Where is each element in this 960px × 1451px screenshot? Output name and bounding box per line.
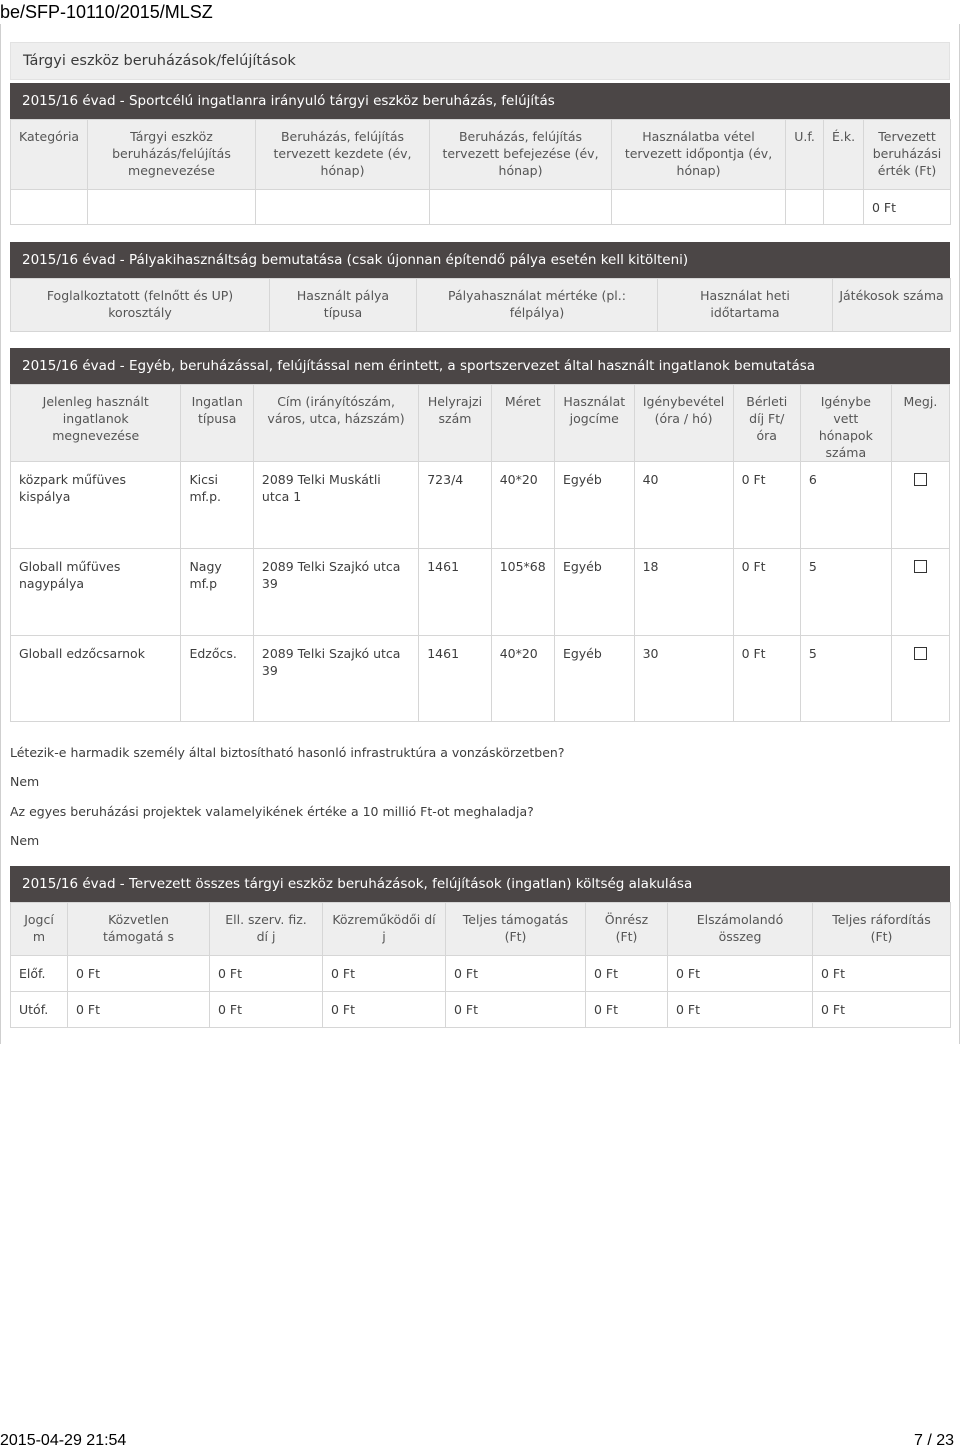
- table-row: [11, 956, 951, 992]
- property-size: 40*20: [491, 636, 554, 722]
- cost-cell: 0 Ft: [68, 992, 210, 1028]
- property-size: 105*68: [491, 549, 554, 636]
- footer-timestamp: 2015-04-29 21:54: [0, 1432, 127, 1449]
- col-header: Bérleti díj Ft/óra: [733, 385, 800, 462]
- property-months: 5: [800, 549, 891, 636]
- col-header: Önrész (Ft): [586, 903, 668, 956]
- cost-cell: 0 Ft: [586, 992, 668, 1028]
- property-name: Globall műfüves nagypálya: [11, 549, 181, 636]
- note-checkbox[interactable]: [914, 473, 927, 486]
- property-table: [10, 384, 950, 722]
- col-header: Tárgyi eszköz beruházás/felújítás megnevezése: [88, 120, 256, 190]
- investment-table: [10, 119, 951, 225]
- note-checkbox[interactable]: [914, 647, 927, 660]
- property-jogcim: Egyéb: [554, 549, 634, 636]
- col-header: Megj.: [891, 385, 949, 462]
- col-header: Használat jogcíme: [554, 385, 634, 462]
- answer-third-party: Nem: [10, 774, 40, 789]
- cost-cell: 0 Ft: [668, 992, 813, 1028]
- col-header: Ingatlan típusa: [181, 385, 253, 462]
- property-months: 6: [800, 462, 891, 549]
- cost-header-row: [11, 903, 951, 956]
- cost-cell: Utóf.: [11, 992, 68, 1028]
- property-months: 5: [800, 636, 891, 722]
- col-header: Beruházás, felújítás tervezett kezdete (év, hónap): [256, 120, 430, 190]
- empty-cell: [88, 190, 256, 225]
- property-fee: 0 Ft: [733, 636, 800, 722]
- col-header: Foglalkoztatott (felnőtt és UP) korosztály: [11, 279, 270, 332]
- footer-page-number: 7 / 23: [913, 1432, 954, 1449]
- empty-cell: [786, 190, 824, 225]
- col-header: Jelenleg használt ingatlanok megnevezése: [11, 385, 181, 462]
- property-jogcim: Egyéb: [554, 636, 634, 722]
- note-cell: [891, 549, 949, 636]
- note-cell: [891, 462, 949, 549]
- property-fee: 0 Ft: [733, 549, 800, 636]
- cost-cell: 0 Ft: [210, 992, 323, 1028]
- property-hrsz: 1461: [419, 549, 491, 636]
- cost-cell: 0 Ft: [813, 956, 951, 992]
- col-header: Használt pálya típusa: [270, 279, 417, 332]
- cost-cell: 0 Ft: [586, 956, 668, 992]
- total-value: 0 Ft: [864, 190, 951, 225]
- question-third-party: Létezik-e harmadik személy által biztosítható hasonló infrastruktúra a vonzáskörzetben?: [10, 745, 565, 760]
- question-10-million: Az egyes beruházási projektek valamelyikének értéke a 10 millió Ft-ot meghaladja?: [10, 804, 534, 819]
- cost-cell: 0 Ft: [446, 992, 586, 1028]
- property-jogcim: Egyéb: [554, 462, 634, 549]
- empty-cell: [430, 190, 612, 225]
- property-header-row: [11, 385, 950, 462]
- property-hours: 40: [634, 462, 733, 549]
- empty-cell: [256, 190, 430, 225]
- table-row: [11, 549, 950, 636]
- table-row: [11, 462, 950, 549]
- col-header: É.k.: [824, 120, 864, 190]
- cost-cell: 0 Ft: [323, 992, 446, 1028]
- cost-cell: 0 Ft: [446, 956, 586, 992]
- cost-cell: 0 Ft: [323, 956, 446, 992]
- col-header: Méret: [491, 385, 554, 462]
- property-name: közpark műfüves kispálya: [11, 462, 181, 549]
- col-header: Ell. szerv. fiz. dí j: [210, 903, 323, 956]
- property-hrsz: 723/4: [419, 462, 491, 549]
- property-type: Edzőcs.: [181, 636, 253, 722]
- usage-header-row: [11, 279, 951, 332]
- property-size: 40*20: [491, 462, 554, 549]
- property-name: Globall edzőcsarnok: [11, 636, 181, 722]
- table-row: [11, 636, 950, 722]
- cost-cell: 0 Ft: [813, 992, 951, 1028]
- section1-title: 2015/16 évad - Sportcélú ingatlanra irányuló tárgyi eszköz beruházás, felújítás: [10, 83, 950, 119]
- empty-cell: [612, 190, 786, 225]
- property-hours: 18: [634, 549, 733, 636]
- property-hrsz: 1461: [419, 636, 491, 722]
- property-type: Nagy mf.p: [181, 549, 253, 636]
- col-header: Teljes ráfordítás (Ft): [813, 903, 951, 956]
- cost-cell: 0 Ft: [68, 956, 210, 992]
- property-fee: 0 Ft: [733, 462, 800, 549]
- property-type: Kicsi mf.p.: [181, 462, 253, 549]
- usage-table: [10, 278, 951, 332]
- col-header: Tervezett beruházási érték (Ft): [864, 120, 951, 190]
- section3-title: 2015/16 évad - Egyéb, beruházással, felújítással nem érintett, a sportszervezet által használt ingatlanok bemutatása: [10, 348, 950, 384]
- document-id: be/SFP-10110/2015/MLSZ: [0, 2, 213, 22]
- empty-cell: [11, 190, 88, 225]
- col-header: Igénybe vett hónapok száma: [800, 385, 891, 462]
- note-cell: [891, 636, 949, 722]
- col-header: Igénybevétel (óra / hó): [634, 385, 733, 462]
- col-header: Közreműködői dí j: [323, 903, 446, 956]
- note-checkbox[interactable]: [914, 560, 927, 573]
- col-header: Kategória: [11, 120, 88, 190]
- col-header: Pályahasználat mértéke (pl.: félpálya): [417, 279, 658, 332]
- answer-10-million: Nem: [10, 833, 40, 848]
- col-header: Helyrajzi szám: [419, 385, 491, 462]
- cost-cell: 0 Ft: [668, 956, 813, 992]
- col-header: Cím (irányítószám, város, utca, házszám): [253, 385, 418, 462]
- table-row: [11, 992, 951, 1028]
- cost-cell: 0 Ft: [210, 956, 323, 992]
- section2-title: 2015/16 évad - Pályakihasználtság bemutatása (csak újonnan építendő pálya esetén kell kitölteni): [10, 242, 950, 278]
- property-address: 2089 Telki Szajkó utca 39: [253, 636, 418, 722]
- col-header: Játékosok száma: [833, 279, 951, 332]
- property-address: 2089 Telki Szajkó utca 39: [253, 549, 418, 636]
- col-header: U.f.: [786, 120, 824, 190]
- col-header: Használat heti időtartama: [658, 279, 833, 332]
- empty-cell: [824, 190, 864, 225]
- cost-table: [10, 902, 951, 1028]
- col-header: Teljes támogatás (Ft): [446, 903, 586, 956]
- col-header: Közvetlen támogatá s: [68, 903, 210, 956]
- property-hours: 30: [634, 636, 733, 722]
- col-header: Jogcí m: [11, 903, 68, 956]
- investment-total-row: [11, 190, 951, 225]
- col-header: Beruházás, felújítás tervezett befejezése (év, hónap): [430, 120, 612, 190]
- investment-header-row: [11, 120, 951, 190]
- page-title: Tárgyi eszköz beruházások/felújítások: [10, 42, 950, 80]
- section4-title: 2015/16 évad - Tervezett összes tárgyi eszköz beruházások, felújítások (ingatlan) költség alakulása: [10, 866, 950, 902]
- cost-cell: Előf.: [11, 956, 68, 992]
- col-header: Használatba vétel tervezett időpontja (év, hónap): [612, 120, 786, 190]
- col-header: Elszámolandó összeg: [668, 903, 813, 956]
- property-address: 2089 Telki Muskátli utca 1: [253, 462, 418, 549]
